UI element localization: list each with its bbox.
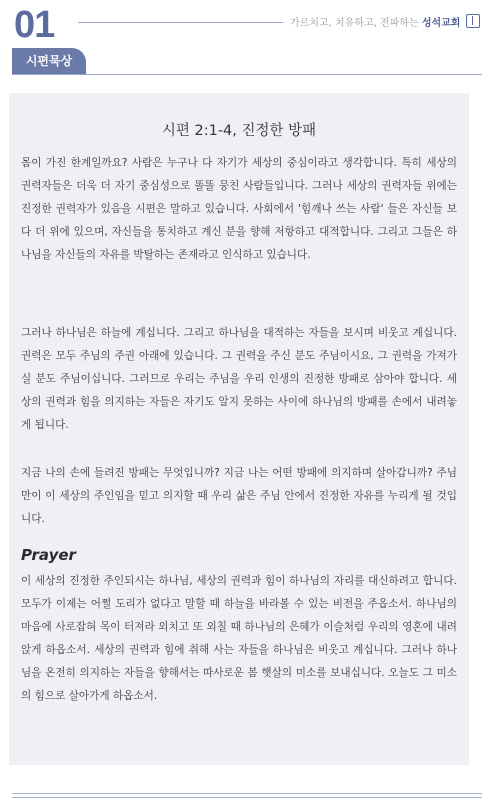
section-tab: 시편묵상 — [12, 48, 86, 74]
footer-divider — [12, 793, 482, 794]
page-number: 01 — [14, 4, 55, 46]
church-tagline — [290, 14, 460, 29]
devotion-title: 시편 2:1-4, 진정한 방패 — [161, 123, 317, 139]
header-divider — [78, 22, 283, 23]
paragraph-1 — [21, 152, 457, 267]
paragraph-text: 몸이 가진 한계일까요? 사람은 누구나 다 자기가 세상의 중심이라고 생각합니다. 특히 세상의 권력자들은 더욱 더 자기 중심성으로 똘똘 뭉친 사람들입니다. 그러나 세상의 권력자들 위에는 진정한 권력자가 있음을 시편은 말하고 있습니다. 사회에서 '힘깨나 쓰는 사람' 들은 자신들 보다 더 위에 있으며, 자신들을 통치하고 계신 분을 향해 저항하고 대적합니다. 그리고 그들은 하나님을 자신들의 자유를 박탈하는 존재라고 인식하고 있습니다. — [21, 157, 457, 261]
book-icon — [466, 14, 480, 28]
devotion-panel — [9, 93, 469, 765]
prayer-heading: Prayer — [21, 546, 76, 564]
paragraph-3 — [21, 462, 457, 531]
paragraph-text: 그러나 하나님은 하늘에 계십니다. 그리고 하나님을 대적하는 자들을 보시며 비웃고 계십니다. 권력은 모두 주님의 주권 아래에 있습니다. 그 권력을 주신 분도 주님이시요, 그 권력을 가져가실 분도 주님이십니다. 그러므로 우리는 주님을 우리 인생의 진정한 방패로 삼아야 합니다. 세상의 권력과 힘을 의지하는 자들은 자기도 알지 못하는 사이에 하나님의 방패를 손에서 내려놓게 됩니다. — [21, 327, 457, 431]
footer-divider — [12, 797, 482, 798]
section-divider — [12, 74, 482, 75]
church-name: 성석교회 — [421, 18, 461, 29]
paragraph-2 — [21, 322, 457, 437]
paragraph-text: 지금 나의 손에 들려진 방패는 무엇입니까? 지금 나는 어떤 방패에 의지하며 살아갑니까? 주님만이 이 세상의 주인임을 믿고 의지할 때 우리 삶은 주님 안에서 진정한 자유를 누리게 될 것입니다. — [21, 467, 457, 525]
prayer-section — [21, 570, 457, 708]
tagline-text: 가르치고, 치유하고, 전파하는 — [290, 18, 419, 29]
prayer-text: 이 세상의 진정한 주인되시는 하나님, 세상의 권력과 힘이 하나님의 자리를 대신하려고 합니다. 모두가 이제는 어쩔 도리가 없다고 말할 때 하늘을 바라볼 수 있는 비전을 주옵소서. 하나님의 마음에 사로잡혀 목이 터져라 외치고 또 외칠 때 하나님의 은혜가 이슬처럼 우리의 영혼에 내려앉게 하옵소서. 세상의 권력과 힘에 취해 사는 자들을 하나님은 비웃고 계십니다. 그러나 하나님을 온전히 의지하는 자들을 향해서는 따사로운 봄 햇살의 미소를 보내십니다. 오늘도 그 미소의 힘으로 살아가게 하옵소서. — [21, 575, 457, 702]
page-header — [0, 0, 494, 80]
